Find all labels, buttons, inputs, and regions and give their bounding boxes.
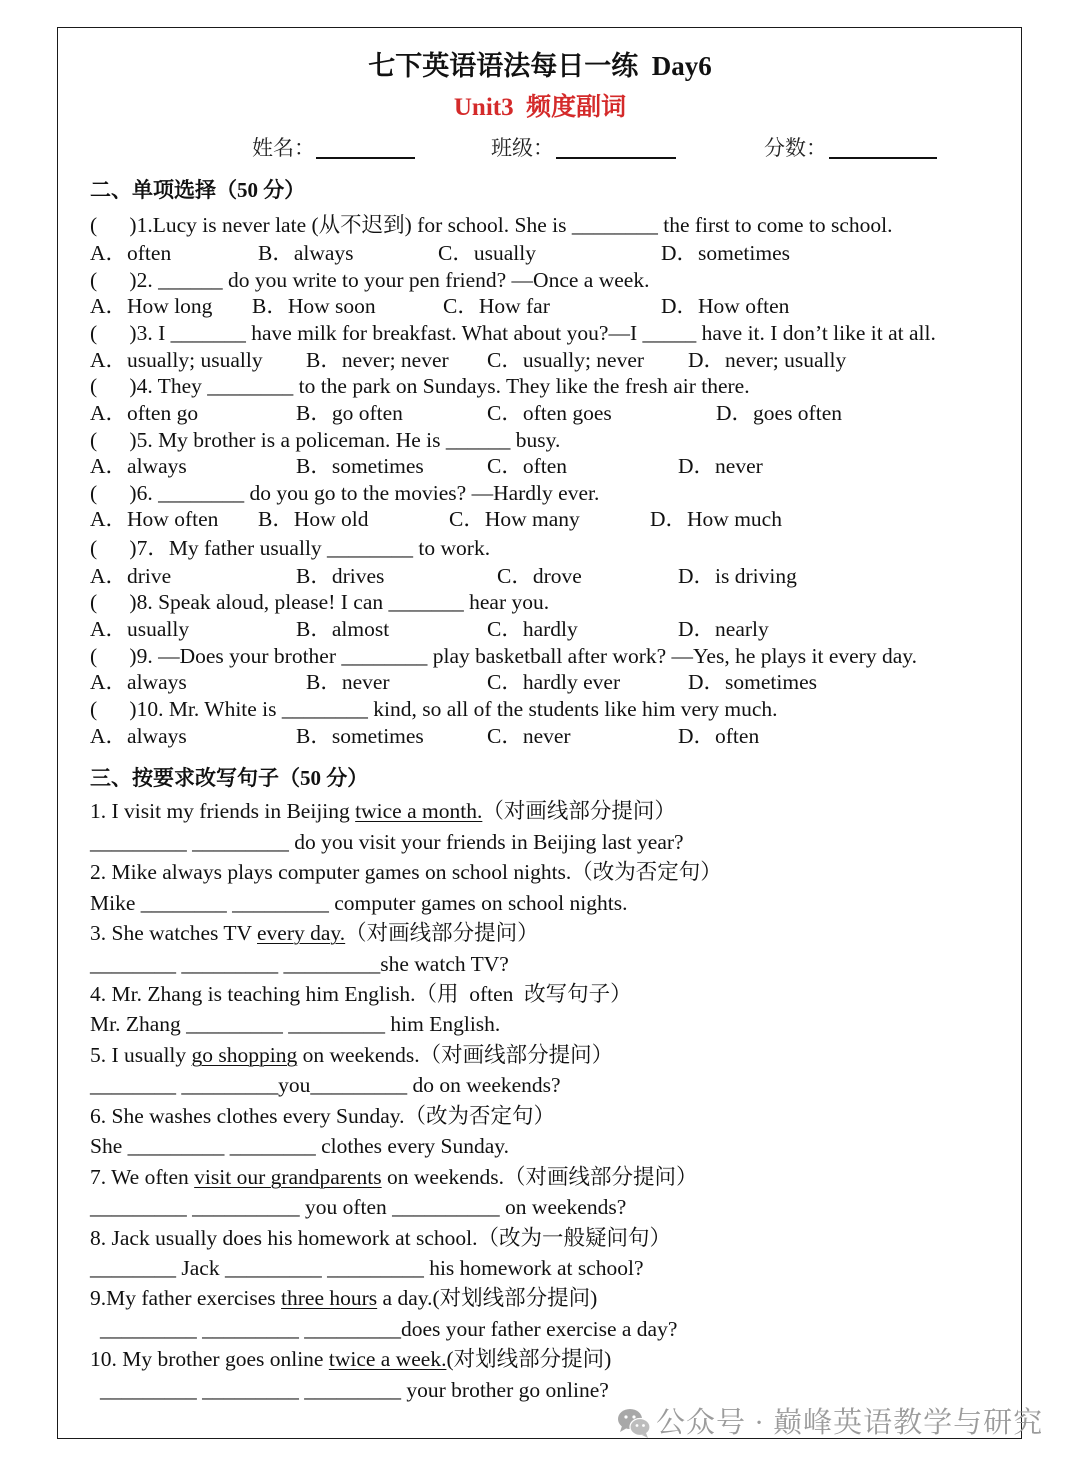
prompt-text: 5. I usually xyxy=(90,1043,192,1067)
prompt-text: 4. Mr. Zhang is teaching him English.（用 often 改写句子） xyxy=(90,982,632,1006)
option-a: A．How often xyxy=(90,507,219,531)
name-label: 姓名： xyxy=(252,136,315,160)
option-b: B．sometimes xyxy=(296,454,424,478)
question-3 xyxy=(90,319,936,347)
option-a: A．often go xyxy=(90,401,199,425)
option-b: B．almost xyxy=(296,617,390,641)
option-a: A．usually; usually xyxy=(90,348,263,372)
option-c: C．often xyxy=(487,454,568,478)
option-d: D．How much xyxy=(650,507,782,531)
prompt-text: 2. Mike always plays computer games on school nights.（改为否定句） xyxy=(90,860,722,884)
answer-line: _________ _________ _________does your father exercise a day? xyxy=(100,1317,678,1341)
rewrite-2-prompt xyxy=(90,858,722,886)
option-a: A．drive xyxy=(90,564,172,588)
answer-line: _________ _________ _________ your brother go online? xyxy=(100,1378,609,1402)
question-4 xyxy=(90,372,750,400)
prompt-text: 9.My father exercises xyxy=(90,1286,282,1310)
page-title: 七下英语语法每日一练 Day6 xyxy=(368,51,712,81)
prompt-text: 6. She washes clothes every Sunday.（改为否定句） xyxy=(90,1104,555,1128)
option-c: C．often goes xyxy=(487,401,612,425)
question-stem: ( )1.Lucy is never late (从不迟到) for school. She is ________ the first to come to school. xyxy=(90,213,893,237)
rewrite-1-prompt xyxy=(90,797,676,825)
rewrite-1-answer xyxy=(90,828,684,856)
wechat-icon xyxy=(616,1406,652,1440)
option-b: B．go often xyxy=(296,401,403,425)
option-d: D．goes often xyxy=(716,401,842,425)
rewrite-8-prompt xyxy=(90,1224,671,1252)
rewrite-9-answer xyxy=(100,1315,677,1343)
question-6 xyxy=(90,479,599,507)
rewrite-3-answer xyxy=(90,950,509,978)
name-blank xyxy=(316,157,415,159)
option-d: D．sometimes xyxy=(688,670,817,694)
question-7 xyxy=(90,534,490,562)
answer-line: _________ _________ do you visit your friends in Beijing last year? xyxy=(90,830,684,854)
answer-line: Mr. Zhang _________ _________ him English. xyxy=(90,1012,501,1036)
rewrite-4-prompt xyxy=(90,980,632,1008)
score-blank xyxy=(829,157,937,159)
option-a: A．usually xyxy=(90,617,190,641)
prompt-instruction: （对画线部分提问） xyxy=(482,799,676,823)
option-d: D．nearly xyxy=(678,617,769,641)
option-b: B．always xyxy=(258,241,354,265)
underlined-part: every day. xyxy=(257,921,346,945)
rewrite-7-prompt xyxy=(90,1163,698,1191)
prompt-instruction: (对划线部分提问) xyxy=(446,1347,612,1371)
option-c: C．drove xyxy=(497,564,582,588)
option-d: D．sometimes xyxy=(661,241,790,265)
watermark-text: 公众号 · 巅峰英语教学与研究 xyxy=(656,1407,1044,1439)
question-stem: ( )6. ________ do you go to the movies? —Hardly ever. xyxy=(90,481,600,505)
underlined-part: visit our grandparents xyxy=(194,1165,382,1189)
question-stem: ( )10. Mr. White is ________ kind, so all of the students like him very much. xyxy=(90,697,778,721)
option-a: A．often xyxy=(90,241,172,265)
prompt-text: 8. Jack usually does his homework at school.（改为一般疑问句） xyxy=(90,1226,672,1250)
option-a: A．always xyxy=(90,670,187,694)
score-label: 分数： xyxy=(764,136,827,160)
option-c: C．never xyxy=(487,724,571,748)
class-blank xyxy=(556,157,676,159)
option-d: D．often xyxy=(678,724,760,748)
prompt-instruction: （对画线部分提问） xyxy=(345,921,539,945)
answer-line: ________ _________ _________she watch TV? xyxy=(90,952,509,976)
rewrite-4-answer xyxy=(90,1010,500,1038)
underlined-part: three hours xyxy=(281,1286,378,1310)
question-stem: ( )7．My father usually ________ to work. xyxy=(90,536,491,560)
rewrite-3-prompt xyxy=(90,919,539,947)
prompt-text: 10. My brother goes online xyxy=(90,1347,329,1371)
prompt-text: 3. She watches TV xyxy=(90,921,258,945)
prompt-text: 1. I visit my friends in Beijing xyxy=(90,799,356,823)
option-b: B．How soon xyxy=(252,294,376,318)
rewrite-6-answer xyxy=(90,1132,509,1160)
rewrite-9-prompt xyxy=(90,1284,597,1312)
option-c: C．usually; never xyxy=(487,348,645,372)
option-b: B．never; never xyxy=(306,348,449,372)
rewrite-6-prompt xyxy=(90,1102,555,1130)
option-c: C．hardly xyxy=(487,617,578,641)
prompt-instruction: on weekends.（对画线部分提问） xyxy=(381,1165,698,1189)
section2-heading: 二、单项选择（50 分） xyxy=(90,178,306,202)
option-b: B．How old xyxy=(258,507,369,531)
question-2 xyxy=(90,266,649,294)
section3-heading: 三、按要求改写句子（50 分） xyxy=(90,766,369,790)
question-stem: ( )8. Speak aloud, please! I can _______ hear you. xyxy=(90,590,550,614)
prompt-instruction: on weekends.（对画线部分提问） xyxy=(297,1043,614,1067)
option-a: A．always xyxy=(90,724,187,748)
underlined-part: go shopping xyxy=(191,1043,298,1067)
question-stem: ( )3. I _______ have milk for breakfast. What about you?—I _____ have it. I don’t like it at all. xyxy=(90,321,936,345)
underlined-part: twice a month. xyxy=(355,799,483,823)
option-d: D．How often xyxy=(661,294,790,318)
option-d: D．never; usually xyxy=(688,348,847,372)
question-9 xyxy=(90,642,917,670)
answer-line: She _________ ________ clothes every Sunday. xyxy=(90,1134,509,1158)
rewrite-2-answer xyxy=(90,889,627,917)
question-1 xyxy=(90,211,893,239)
option-c: C．usually xyxy=(438,241,536,265)
answer-line: Mike ________ _________ computer games on school nights. xyxy=(90,891,628,915)
rewrite-5-prompt xyxy=(90,1041,613,1069)
underlined-part: twice a week. xyxy=(328,1347,447,1371)
option-b: B．drives xyxy=(296,564,385,588)
answer-line: _________ __________ you often __________ on weekends? xyxy=(90,1195,627,1219)
option-d: D．is driving xyxy=(678,564,797,588)
answer-line: ________ Jack _________ _________ his homework at school? xyxy=(90,1256,644,1280)
rewrite-10-answer xyxy=(100,1376,609,1404)
question-stem: ( )9. —Does your brother ________ play basketball after work? —Yes, he plays it every day. xyxy=(90,644,917,668)
question-10 xyxy=(90,695,778,723)
option-d: D．never xyxy=(678,454,763,478)
rewrite-7-answer xyxy=(90,1193,626,1221)
question-stem: ( )5. My brother is a policeman. He is ______ busy. xyxy=(90,428,561,452)
class-label: 班级： xyxy=(491,136,554,160)
rewrite-5-answer xyxy=(90,1071,561,1099)
option-c: C．hardly ever xyxy=(487,670,621,694)
option-c: C．How many xyxy=(449,507,580,531)
answer-line: ________ _________you_________ do on weekends? xyxy=(90,1073,561,1097)
option-a: A．always xyxy=(90,454,187,478)
student-info-row xyxy=(0,134,1080,162)
option-a: A．How long xyxy=(90,294,213,318)
question-stem: ( )2. ______ do you write to your pen friend? —Once a week. xyxy=(90,268,650,292)
prompt-text: 7. We often xyxy=(90,1165,195,1189)
question-5 xyxy=(90,426,560,454)
question-8 xyxy=(90,588,549,616)
question-stem: ( )4. They ________ to the park on Sundays. They like the fresh air there. xyxy=(90,374,750,398)
rewrite-8-answer xyxy=(90,1254,644,1282)
option-b: B．sometimes xyxy=(296,724,424,748)
rewrite-10-prompt xyxy=(90,1345,611,1373)
page-subtitle: Unit3 频度副词 xyxy=(453,94,627,121)
prompt-instruction: a day.(对划线部分提问) xyxy=(377,1286,598,1310)
option-c: C．How far xyxy=(443,294,550,318)
option-b: B．never xyxy=(306,670,390,694)
